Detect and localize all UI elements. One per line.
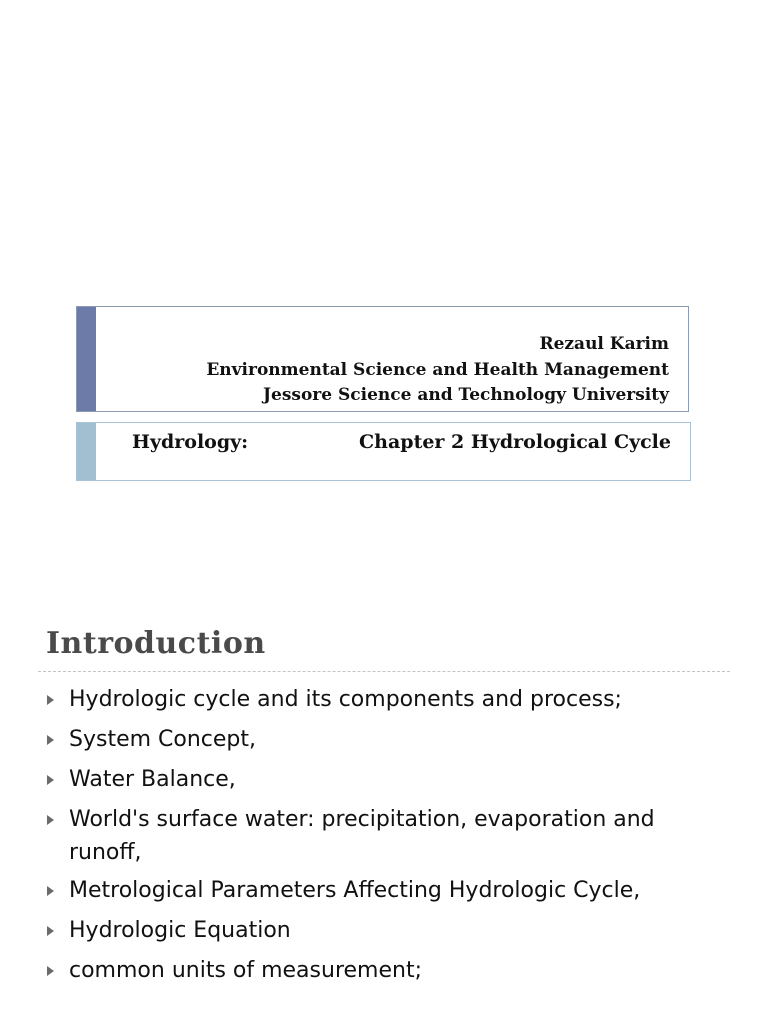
author-info-box — [76, 306, 689, 412]
university-name: Jessore Science and Technology University — [262, 385, 669, 405]
list-item-text: common units of measurement; — [69, 958, 422, 983]
subject-label: Hydrology: — [132, 431, 249, 453]
author-name: Rezaul Karim — [539, 334, 669, 354]
list-item — [44, 763, 734, 796]
list-item-text: Hydrologic Equation — [69, 918, 291, 943]
course-title — [132, 431, 671, 453]
chapter-title: Chapter 2 Hydrological Cycle — [359, 431, 671, 453]
department-name: Environmental Science and Health Management — [206, 359, 669, 380]
list-item — [44, 874, 734, 907]
triangle-right-icon — [47, 735, 54, 745]
triangle-right-icon — [47, 815, 54, 825]
title-box-accent-bar — [77, 423, 96, 480]
list-item — [44, 803, 734, 869]
triangle-right-icon — [47, 966, 54, 976]
list-item-text: Metrological Parameters Affecting Hydrologic Cycle, — [69, 878, 641, 903]
list-item-text: Hydrologic cycle and its components and process; — [69, 687, 622, 712]
list-item-text: System Concept, — [69, 727, 257, 752]
list-item — [44, 914, 734, 947]
list-item — [44, 954, 734, 987]
introduction-bullet-list — [44, 683, 734, 994]
list-item-text: World's surface water: precipitation, evaporation and runoff, — [69, 807, 655, 865]
triangle-right-icon — [47, 926, 54, 936]
list-item — [44, 723, 734, 756]
author-box-accent-bar — [77, 307, 96, 411]
list-item-text: Water Balance, — [69, 767, 236, 792]
list-item — [44, 683, 734, 716]
triangle-right-icon — [47, 695, 54, 705]
course-title-box — [76, 422, 691, 481]
triangle-right-icon — [47, 775, 54, 785]
section-heading: Introduction — [46, 626, 266, 661]
heading-divider — [38, 671, 730, 672]
author-info — [206, 332, 669, 409]
triangle-right-icon — [47, 886, 54, 896]
